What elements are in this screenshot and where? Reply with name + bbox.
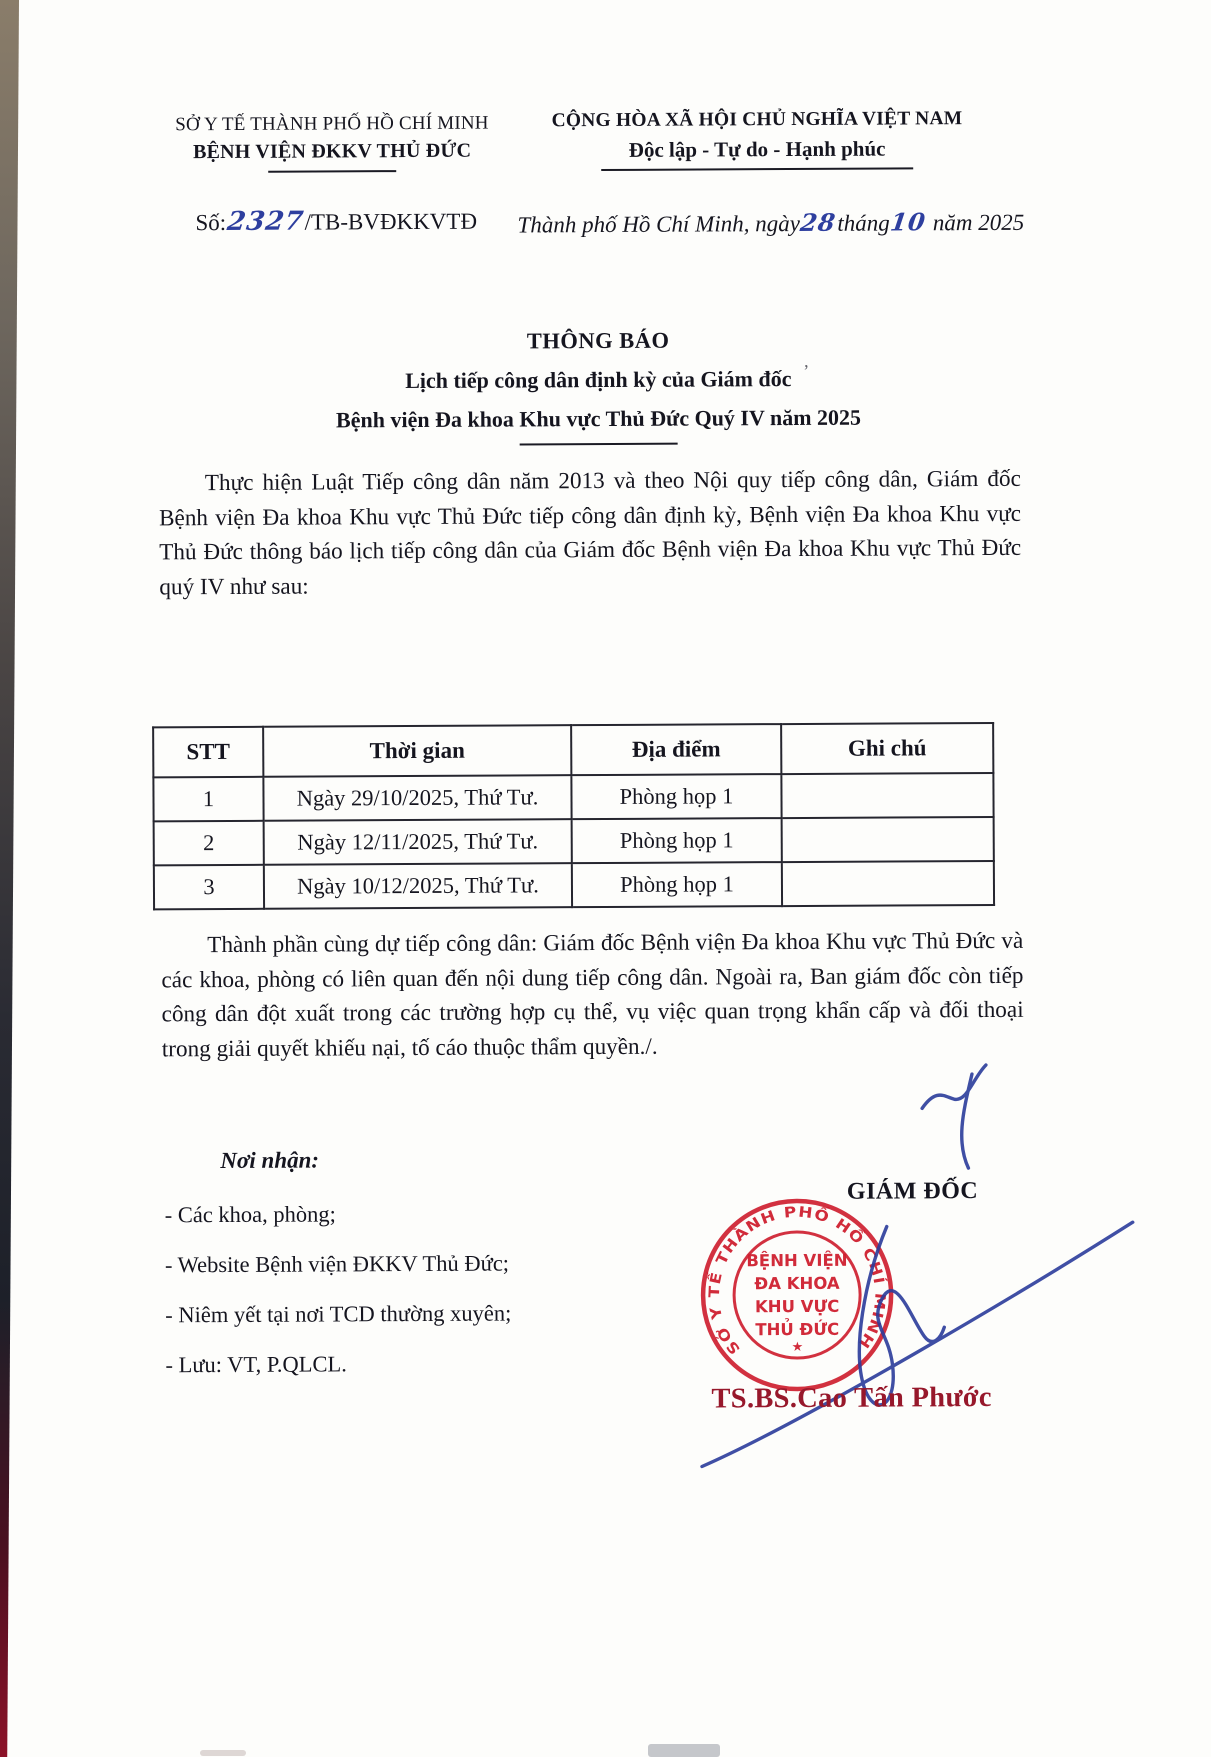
schedule-table [152,722,995,910]
title-line-1: Lịch tiếp công dân định kỳ của Giám đốc [405,366,792,394]
national-title: CỘNG HÒA XÃ HỘI CHỦ NGHĨA VIỆT NAM [551,108,963,132]
paraph-mark [922,1065,986,1108]
cell-note [781,773,993,818]
stray-pen-mark: ’ [803,360,810,381]
col-header-location: Địa điểm [571,724,781,775]
hospital-name: BỆNH VIỆN ĐKKV THỦ ĐỨC [192,139,472,164]
org-divider-line [268,170,396,173]
stamp-line-3: KHU VỰC [754,1296,840,1317]
recipient-item: - Các khoa, phòng; [164,1201,336,1228]
col-header-note: Ghi chú [781,723,993,774]
cell-time: Ngày 12/11/2025, Thứ Tư. [264,819,572,865]
col-header-time: Thời gian [263,725,571,777]
handwritten-day: 28 [798,207,839,237]
recipient-item: - Website Bệnh viện ĐKKV Thủ Đức; [164,1250,510,1278]
number-label: Số: [195,209,227,236]
title-divider-line [520,443,678,446]
national-header-block [517,108,997,172]
cell-location: Phòng họp 1 [572,862,782,907]
stamp-outer-ring [703,1201,892,1390]
parent-org-name: SỞ Y TẾ THÀNH PHỐ HỒ CHÍ MINH [175,112,489,136]
document-number [195,206,477,237]
stamp-line-2: ĐA KHOA [754,1273,840,1294]
cell-time: Ngày 10/12/2025, Thứ Tư. [264,863,572,909]
cell-time: Ngày 29/10/2025, Thứ Tư. [263,775,571,821]
place-date-line [517,207,1025,239]
stamp-ring-text: SỞ Y TẾ THÀNH PHỐ HỒ CHÍ MINH [706,1204,888,1357]
cell-stt: 3 [154,865,264,910]
signer-title: GIÁM ĐỐC [846,1178,979,1205]
issuing-org-block [137,112,527,173]
handwritten-number: 2327 [225,206,306,237]
cell-note [782,861,994,906]
date-prefix: Thành phố Hồ Chí Minh, ngày [517,210,800,238]
scan-smudge [200,1750,246,1756]
table-row [154,861,994,909]
official-red-stamp [693,1192,902,1401]
cell-location: Phòng họp 1 [571,774,781,819]
paraph-tail [961,1074,972,1168]
stamp-line-1: BỆNH VIỆN [746,1250,848,1271]
handwritten-month: 10 [888,207,929,237]
title-line-2: Bệnh viện Đa khoa Khu vực Thủ Đức Quý IV năm 2025 [335,404,862,433]
table-row [153,773,993,821]
closing-paragraph: Thành phần cùng dự tiếp công dân: Giám đốc Bệnh viện Đa khoa Khu vực Thủ Đức và các khoa, phòng có liên quan đến nội dung tiếp công dân. Ngoài ra, Ban giám đốc còn tiếp công dân đột xuất trong các trường hợp cụ thể, vụ việc quan trọng khẩn cấp và đối thoại trong giải quyết khiếu nại, tố cáo thuộc thẩm quyền./. [161,927,1024,1062]
recipient-item: - Lưu: VT, P.QLCL. [165,1351,347,1378]
recipients-label: Nơi nhận: [220,1147,320,1174]
cell-stt: 2 [154,821,264,866]
recipient-item: - Niêm yết tại nơi TCD thường xuyên; [165,1300,512,1328]
national-motto: Độc lập - Tự do - Hạnh phúc [628,136,886,162]
date-mid: tháng [837,210,890,236]
stamp-line-4: THỦ ĐỨC [755,1319,840,1340]
motto-divider-line [601,167,913,171]
signer-name: TS.BS.Cao Tấn Phước [711,1381,992,1415]
cell-note [782,817,994,862]
title-kicker: THÔNG BÁO [526,327,670,354]
intro-paragraph: Thực hiện Luật Tiếp công dân năm 2013 và theo Nội quy tiếp công dân, Giám đốc Bệnh viện Đa khoa Khu vực Thủ Đức tiếp công dân định kỳ, Bệnh viện Đa khoa Khu vực Thủ Đức thông báo lịch tiếp công dân của Giám đốc Bệnh viện Đa khoa Khu vực Thủ Đức quý IV như sau: [158,465,1022,600]
cell-location: Phòng họp 1 [572,818,782,863]
document-title-block [278,326,919,446]
scan-smudge [648,1744,720,1757]
table-row [154,817,994,865]
cell-stt: 1 [153,777,263,822]
col-header-stt: STT [153,727,263,778]
recipients-block [164,1146,585,1390]
table-header-row [153,723,993,777]
date-suffix: năm 2025 [932,209,1025,236]
stamp-star-icon: ★ [791,1339,804,1356]
number-suffix: /TB-BVĐKKVTĐ [304,208,478,235]
